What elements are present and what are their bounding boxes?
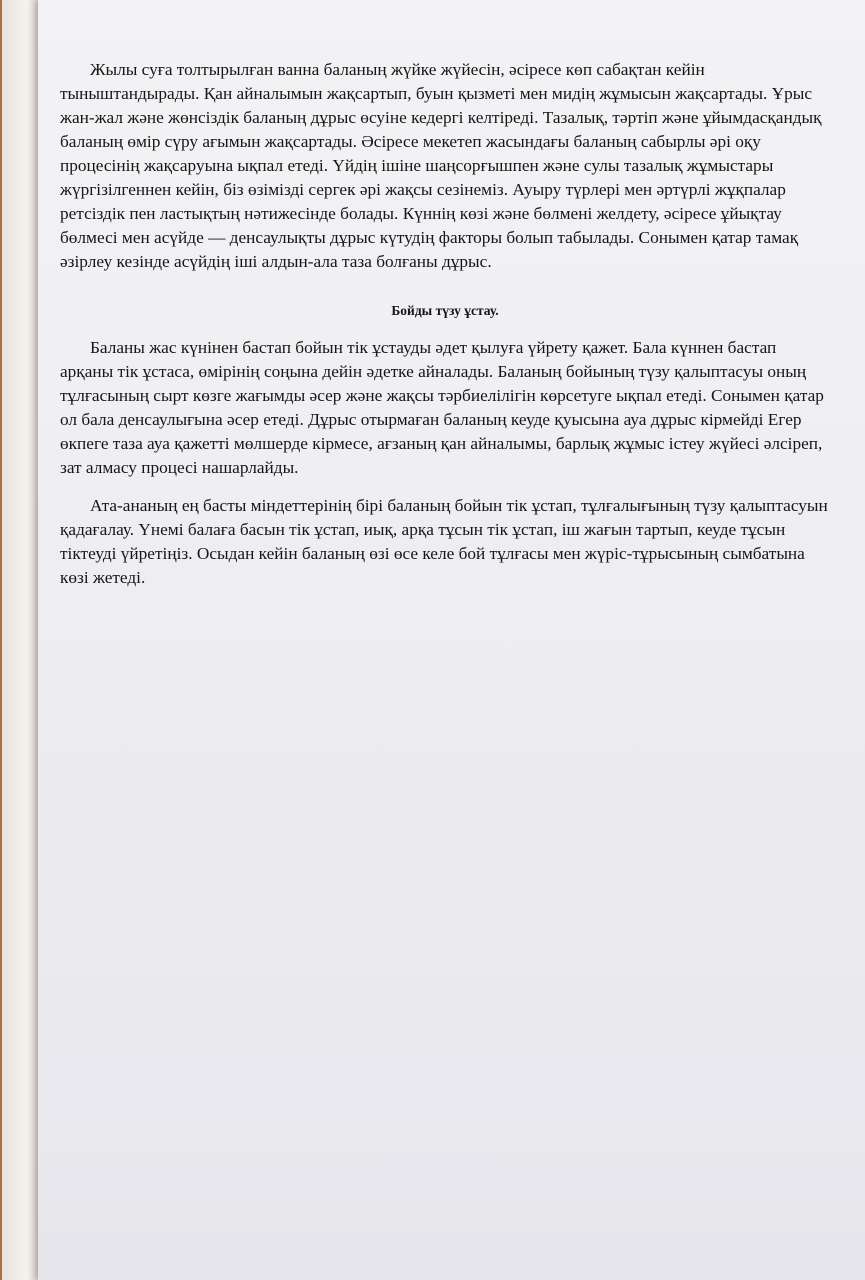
- paragraph-parents: Ата-ананың ең басты міндеттерінің бірі баланың бойын тік ұстап, тұлғалығының түзу қалыптасуын қадағалау. Үнемі балаға басын тік ұстап, иық, арқа тұсын тік ұстап, іш жағын тартып, кеуде тұсын тіктеуді үйретіңіз. Осыдан кейін баланың өзі өсе келе бой тұлғасы мен жүріс-тұрысының сымбатына көзі жетеді.: [60, 496, 828, 587]
- underlying-sheet: [2, 0, 43, 1280]
- document-body: [60, 58, 830, 590]
- paragraph-posture: Баланы жас күнінен бастап бойын тік ұстауды әдет қылуға үйрету қажет. Бала күннен бастап арқаны тік ұстаса, өмірінің соңына дейін әдетке айналады. Баланың бойының түзу қалыптасуы оның тұлғасының сырт көзге жағымды әсер және жақсы тәрбиелілігін көрсетуге ықпал етеді. Сонымен қатар ол бала денсаулығына әсер етеді. Дұрыс отырмаған баланың кеуде қуысына ауа дұрыс кірмейді Егер өкпеге таза ауа қажетті мөлшерде кірмесе, ағзаның қан айналымы, барлық жұмыс істеу жүйесі әлсіреп, зат алмасу процесі нашарлайды.: [60, 338, 824, 477]
- document-page: [38, 0, 865, 1280]
- paragraph-bath: Жылы суға толтырылған ванна баланың жүйке жүйесін, әсіресе көп сабақтан кейін тыныштандырады. Қан айналымын жақсартып, буын қызметі мен мидің жұмысын жақсартады. Ұрыс жан-жал және жөнсіздік баланың дұрыс өсуіне кедергі келтіреді. Тазалық, тәртіп және ұйымдасқандық баланың өмір сүру ағымын жақсартады. Әсіресе мекетеп жасындағы баланың сабырлы әрі оқу процесінің жақсаруына ықпал етеді. Үйдің ішіне шаңсорғышпен және сулы тазалық жұмыстары жүргізілгеннен кейін, біз өзімізді сергек әрі жақсы сезінеміз. Ауыру түрлері мен әртүрлі жұқпалар ретсіздік пен ластықтың нәтижесінде болады. Күннің көзі және бөлмені желдету, әсіресе ұйықтау бөлмесі мен асүйде — денсаулықты дұрыс күтудің факторы болып табылады. Сонымен қатар тамақ әзірлеу кезінде асүйдің іші алдын-ала таза болғаны дұрыс.: [60, 60, 822, 271]
- section-heading: Бойды түзу ұстау.: [391, 303, 499, 318]
